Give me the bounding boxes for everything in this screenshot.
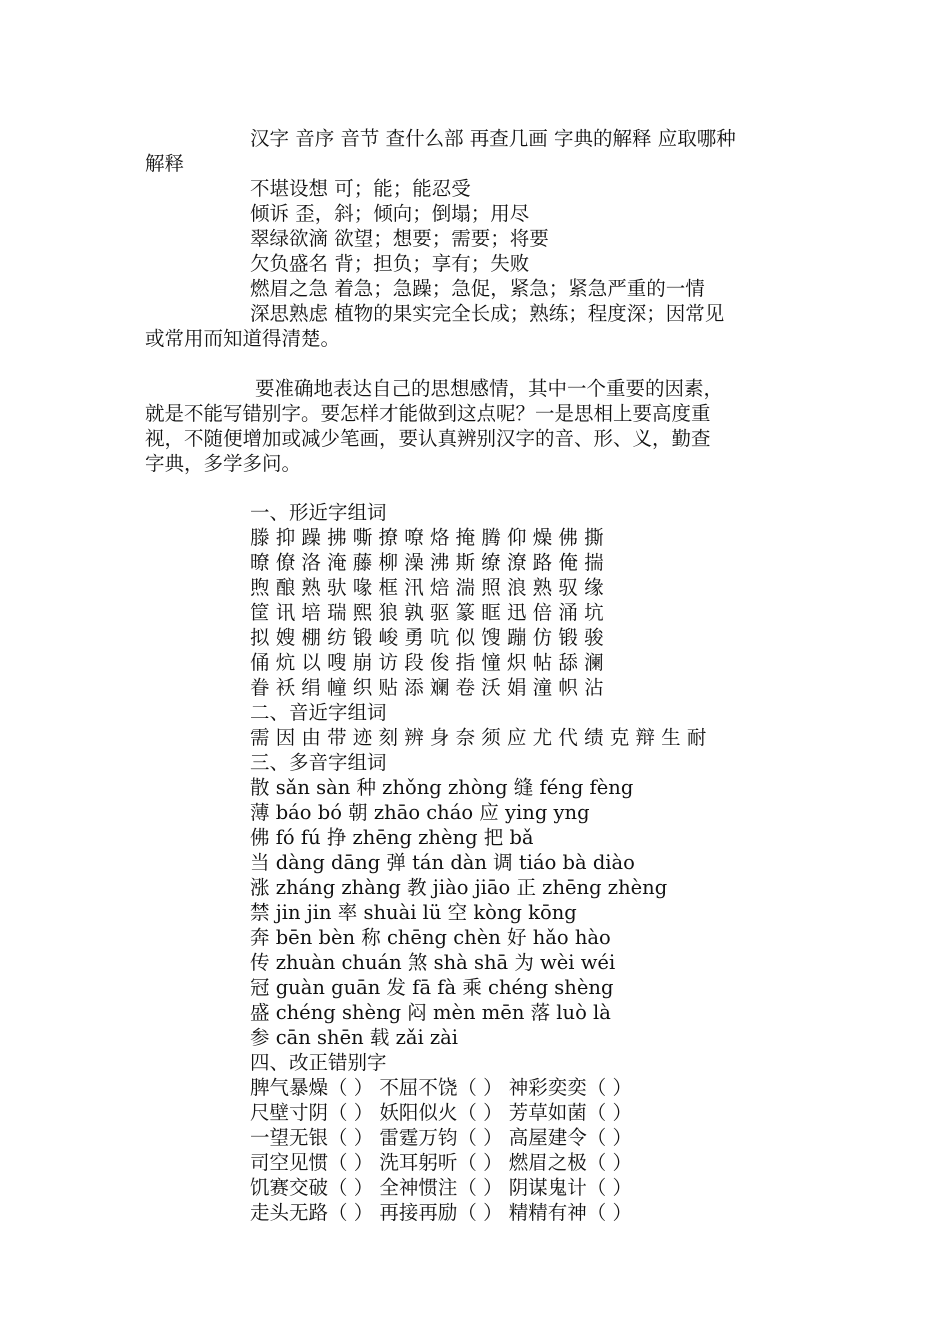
intro-header: 汉字 音序 音节 查什么部 再查几画 字典的解释 应取哪种 (250, 127, 736, 150)
body-paragraph (145, 376, 807, 476)
similar-chars-line: 眷 袄 绢 幢 织 贴 添 斓 卷 沃 娟 潼 帜 沾 (250, 676, 604, 699)
polyphone-line: 盛 chéng shèng 闷 mèn mēn 落 luò là (250, 1001, 611, 1024)
polyphone-line: 禁 jin jin 率 shuài lü 空 kòng kōng (250, 901, 577, 924)
polyphone-line: 奔 bēn bèn 称 chēng chèn 好 hǎo hào (250, 926, 611, 949)
dictionary-intro (145, 126, 807, 351)
polyphone-line: 薄 báo bó 朝 zhāo cháo 应 ying yng (250, 801, 590, 824)
polyphone-line: 传 zhuàn chuán 煞 shà shā 为 wèi wéi (250, 951, 616, 974)
section-title: 一、形近字组词 (250, 501, 387, 524)
intro-row: 倾诉 歪，斜；倾向；倒塌；用尽 (250, 202, 530, 225)
intro-row: 欠负盛名 背；担负；享有；失败 (250, 252, 530, 275)
polyphone-line: 当 dàng dāng 弹 tán dàn 调 tiáo bà diào (250, 851, 635, 874)
correction-line: 走头无路（ ） 再接再励（ ） 精精有神（ ） (250, 1201, 632, 1224)
polyphone-line: 冠 guàn guān 发 fā fà 乘 chéng shèng (250, 976, 614, 999)
intro-row: 深思熟虑 植物的果实完全长成；熟练；程度深；因常见 (250, 302, 725, 325)
correction-line: 一望无银（ ） 雷霆万钧（ ） 高屋建令（ ） (250, 1126, 632, 1149)
paragraph-line: 要准确地表达自己的思想感情，其中一个重要的因素， (255, 377, 724, 400)
section-title: 三、多音字组词 (250, 751, 387, 774)
polyphone-line: 参 cān shēn 载 zǎi zài (250, 1026, 459, 1049)
paragraph-line: 视，不随便增加或减少笔画，要认真辨别汉字的音、形、义，勤查 (145, 427, 711, 450)
section-title: 四、改正错别字 (250, 1051, 387, 1074)
exercise-sections (145, 500, 807, 1225)
intro-row: 燃眉之急 着急；急躁；急促，紧急；紧急严重的一情 (250, 277, 705, 300)
section-title: 二、音近字组词 (250, 701, 387, 724)
similar-chars-line: 煦 酿 熟 驮 喙 框 汛 焙 湍 照 浪 熟 驭 缘 (250, 576, 604, 599)
intro-row: 翠绿欲滴 欲望；想要；需要；将要 (250, 227, 549, 250)
similar-chars-line: 拟 嫂 棚 纺 锻 峻 勇 吭 似 馊 蹦 仿 锻 骏 (250, 626, 604, 649)
similar-chars-line: 筐 讯 培 瑞 熙 狼 孰 驱 篆 眶 迅 倍 涌 坑 (250, 601, 604, 624)
paragraph-line: 字典，多学多问。 (145, 452, 302, 475)
homophone-line: 需 因 由 带 迹 刻 辨 身 奈 须 应 尤 代 绩 克 辩 生 耐 (250, 726, 707, 749)
correction-line: 脾气暴燥（ ） 不屈不饶（ ） 神彩奕奕（ ） (250, 1076, 632, 1099)
correction-line: 尺壁寸阴（ ） 妖阳似火（ ） 芳草如菌（ ） (250, 1101, 632, 1124)
correction-line: 司空见惯（ ） 洗耳躬听（ ） 燃眉之极（ ） (250, 1151, 632, 1174)
intro-row-wrap: 或常用而知道得清楚。 (145, 327, 341, 350)
polyphone-line: 散 sǎn sàn 种 zhǒng zhòng 缝 féng fèng (250, 776, 634, 799)
similar-chars-line: 暸 僚 洛 淹 藤 柳 澡 沸 斯 缭 潦 路 俺 揣 (250, 551, 604, 574)
polyphone-line: 涨 zháng zhàng 教 jiào jiāo 正 zhēng zhèng (250, 876, 668, 899)
similar-chars-line: 滕 抑 躁 拂 嘶 撩 嘹 烙 掩 腾 仰 燥 佛 撕 (250, 526, 604, 549)
intro-header-wrap: 解释 (145, 152, 185, 175)
polyphone-line: 佛 fó fú 挣 zhēng zhèng 把 bǎ (250, 826, 534, 849)
similar-chars-line: 俑 炕 以 嗖 崩 访 段 俊 指 憧 炽 帖 舔 澜 (250, 651, 604, 674)
intro-row: 不堪设想 可；能；能忍受 (250, 177, 471, 200)
paragraph-line: 就是不能写错别字。要怎样才能做到这点呢？一是思相上要高度重 (145, 402, 711, 425)
correction-line: 饥赛交破（ ） 全神惯注（ ） 阴谋鬼计（ ） (250, 1176, 632, 1199)
